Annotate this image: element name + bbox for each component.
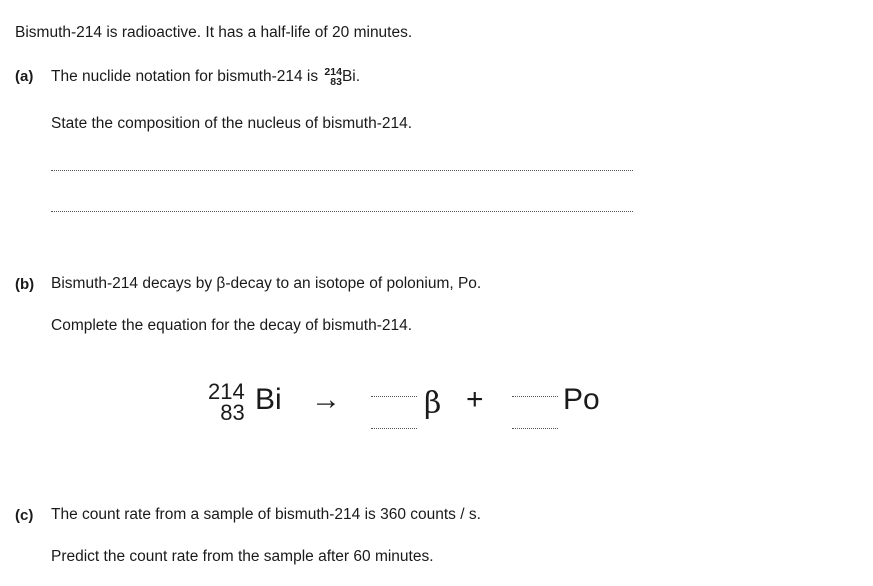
bismuth-nuclide-notation [322, 67, 355, 87]
answer-line-1[interactable] [51, 170, 633, 171]
polonium-atomic-blank[interactable] [512, 428, 558, 429]
beta-mass-blank[interactable] [371, 396, 417, 397]
part-a-statement-prefix: The nuclide notation for bismuth-214 is [51, 68, 319, 86]
part-c-label: (c) [15, 507, 34, 524]
nuclide-symbol: Bi [341, 68, 356, 86]
part-b-question: Complete the equation for the decay of bismuth-214. [51, 317, 413, 334]
parent-nuclide [208, 379, 245, 425]
intro-text: Bismuth-214 is radioactive. It has a half-life of 20 minutes. [15, 24, 413, 41]
part-c-question: Predict the count rate from the sample after 60 minutes. [51, 548, 434, 565]
nuclide-mass-number: 214 [324, 66, 342, 78]
part-b-statement: Bismuth-214 decays by β-decay to an isotope of polonium, Po. [51, 275, 482, 292]
part-a-statement-suffix: . [355, 68, 361, 86]
part-a-label: (a) [15, 68, 34, 85]
nuclide-atomic-number: 83 [330, 75, 342, 88]
beta-atomic-blank[interactable] [371, 428, 417, 429]
plus-sign: + [466, 383, 484, 416]
product-symbol: Po [563, 383, 600, 416]
polonium-mass-blank[interactable] [512, 396, 558, 397]
beta-symbol: β [424, 386, 442, 421]
answer-line-2[interactable] [51, 211, 633, 212]
parent-symbol: Bi [255, 383, 282, 416]
part-a-question: State the composition of the nucleus of bismuth-214. [51, 115, 413, 132]
parent-atomic-number: 83 [220, 399, 245, 425]
decay-arrow: → [311, 383, 341, 416]
part-c-statement: The count rate from a sample of bismuth-214 is 360 counts / s. [51, 506, 481, 523]
parent-mass-number: 214 [208, 379, 245, 404]
part-a-statement [51, 67, 360, 87]
part-b-label: (b) [15, 276, 35, 293]
